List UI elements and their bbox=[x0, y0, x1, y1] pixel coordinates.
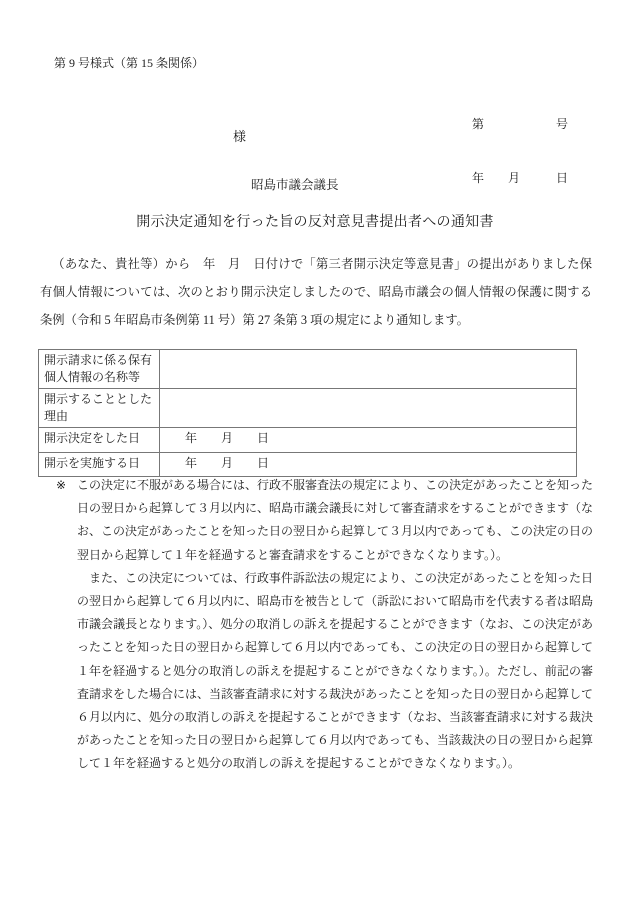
document-date-line: 年 月 日 bbox=[471, 171, 568, 185]
table-row bbox=[39, 453, 577, 477]
note-paragraph-lawsuit: また、この決定については、行政事件訴訟法の規定により、この決定があったことを知った日の翌日から起算して６月以内に、昭島市を被告として（訴訟において昭島市を代表する者は昭島市議会議長となります。）、処分の取消しの訴えを提起することができます（なお、この決定があったことを知った日の翌日から起算して６月以内であっても、この決定の日の翌日から起算して１年を経過すると処分の取消しの訴えを提起することができなくなります。）。ただし、前記の審査請求をした場合には、当該審査請求に対する裁決があったことを知った日の翌日から起算して６月以内に、処分の取消しの訴えを提起することができます（なお、当該審査請求に対する裁決があったことを知った日の翌日から起算して６月以内であっても、当該裁決の日の翌日から起算して１年を経過すると処分の取消しの訴えを提起することができなくなります。）。 bbox=[77, 570, 594, 771]
row-label-disclosure-reason: 開示することとした理由 bbox=[39, 389, 160, 428]
document-title: 開示決定通知を行った旨の反対意見書提出者への通知書 bbox=[136, 215, 494, 230]
table-row bbox=[39, 428, 577, 453]
row-value-decision-date: 年 月 日 bbox=[160, 428, 577, 453]
row-label-information-name: 開示請求に係る保有個人情報の名称等 bbox=[39, 350, 160, 389]
document-meta bbox=[472, 79, 568, 223]
decision-table bbox=[38, 349, 577, 477]
note-paragraph-appeal: この決定に不服がある場合には、行政不服審査法の規定により、この決定があったことを知った日の翌日から起算して３月以内に、昭島市議会議長に対して審査請求をすることができます（なお、この決定があったことを知った日の翌日から起算して３月以内であっても、この決定の日の翌日から起算して１年を経過すると審査請求をすることができなくなります。）。 bbox=[77, 478, 594, 562]
row-value-implementation-date: 年 月 日 bbox=[160, 453, 577, 477]
row-label-implementation-date: 開示を実施する日 bbox=[39, 453, 160, 477]
table-row bbox=[39, 389, 577, 428]
notes-section bbox=[56, 474, 593, 776]
row-value-disclosure-reason bbox=[160, 389, 577, 428]
row-label-decision-date: 開示決定をした日 bbox=[39, 428, 160, 453]
table-row bbox=[39, 350, 577, 389]
sender-name: 昭島市議会議長 bbox=[251, 178, 339, 192]
body-paragraph: （あなた、貴社等）から 年 月 日付けで「第三者開示決定等意見書」の提出がありました保有個人情報については、次のとおり開示決定しましたので、昭島市議会の個人情報の保護に関する条例（令和 5 年昭島市条例第 11 号）第 27 条第 3 項の規定により通知します。 bbox=[40, 257, 592, 327]
addressee-suffix: 様 bbox=[233, 129, 247, 144]
document-number-line: 第 号 bbox=[471, 117, 568, 131]
note-body bbox=[77, 474, 593, 776]
row-value-information-name bbox=[160, 350, 577, 389]
note-marker: ※ bbox=[56, 478, 67, 492]
form-number: 第 9 号様式（第 15 条関係） bbox=[54, 56, 205, 70]
